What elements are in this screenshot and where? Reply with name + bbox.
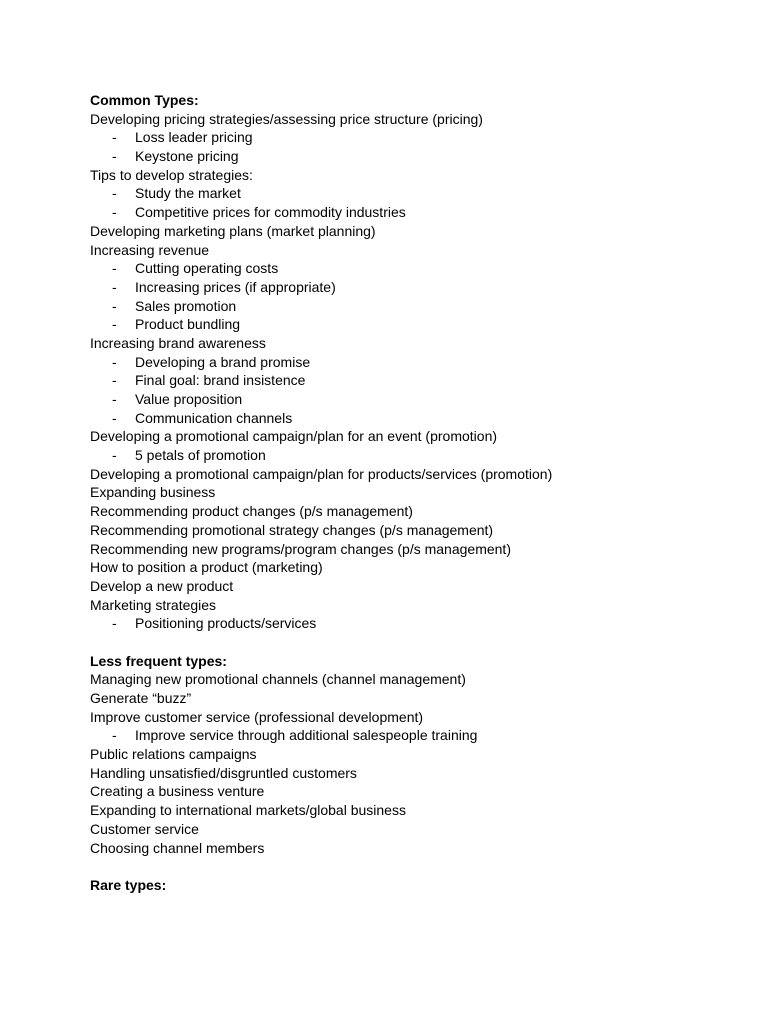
list-item: Increasing brand awareness (90, 334, 266, 351)
bullet-text: Keystone pricing (135, 148, 239, 165)
bullet-text: Increasing prices (if appropriate) (135, 278, 336, 295)
bullet-dash: - (112, 372, 117, 389)
bullet-dash: - (112, 204, 117, 221)
bullet-text: Improve service through additional salespeople training (135, 727, 478, 744)
section-spacer (90, 857, 730, 876)
bullet-item (90, 726, 730, 745)
bullet-text: Cutting operating costs (135, 260, 279, 277)
list-item: Expanding business (90, 484, 216, 501)
bullet-dash: - (112, 727, 117, 744)
bullet-text: Value proposition (135, 391, 243, 407)
list-item: Recommending new programs/program changes (p/s management) (90, 540, 511, 557)
bullet-dash: - (112, 409, 117, 426)
list-item: Recommending promotional strategy changes (p/s management) (90, 521, 494, 538)
bullet-item (90, 446, 730, 465)
bullet-text: 5 petals of promotion (135, 447, 266, 464)
section-heading: Less frequent types: (90, 652, 227, 669)
bullet-item (90, 297, 730, 316)
list-item: Marketing strategies (90, 596, 217, 613)
list-item: Choosing channel members (90, 839, 265, 856)
bullet-item (90, 203, 730, 222)
list-item: Developing a promotional campaign/plan for an event (promotion) (90, 428, 498, 445)
list-item: Developing marketing plans (market planning) (90, 222, 376, 239)
list-item: Increasing revenue (90, 241, 210, 258)
list-item: Improve customer service (professional development) (90, 708, 424, 725)
bullet-dash: - (112, 353, 117, 370)
bullet-dash: - (112, 260, 117, 277)
bullet-dash: - (112, 148, 117, 165)
bullet-text: Loss leader pricing (135, 129, 253, 146)
bullet-item (90, 184, 730, 203)
bullet-item (90, 353, 730, 372)
list-item: Tips to develop strategies: (90, 166, 253, 183)
bullet-item (90, 390, 730, 409)
list-item: Developing a promotional campaign/plan for products/services (promotion) (90, 465, 553, 482)
section-heading: Rare types: (90, 876, 167, 893)
bullet-item (90, 614, 730, 633)
bullet-text: Communication channels (135, 409, 293, 426)
bullet-dash: - (112, 316, 117, 333)
list-item: Creating a business venture (90, 783, 265, 800)
list-item: Public relations campaigns (90, 746, 257, 763)
list-item: How to position a product (marketing) (90, 559, 323, 576)
bullet-text: Developing a brand promise (135, 353, 311, 370)
bullet-dash: - (112, 447, 117, 464)
bullet-text: Sales promotion (135, 297, 237, 314)
document-page (90, 91, 730, 895)
list-item: Expanding to international markets/global business (90, 802, 406, 819)
list-item: Recommending product changes (p/s management) (90, 503, 413, 520)
bullet-text: Study the market (135, 185, 241, 202)
bullet-text: Positioning products/services (135, 615, 317, 632)
bullet-dash: - (112, 129, 117, 146)
list-item: Develop a new product (90, 577, 234, 594)
list-item: Customer service (90, 820, 199, 837)
bullet-item (90, 371, 730, 390)
bullet-dash: - (112, 185, 117, 202)
bullet-item (90, 259, 730, 278)
bullet-text: Final goal: brand insistence (135, 372, 306, 389)
bullet-dash: - (112, 615, 117, 632)
list-item: Handling unsatisfied/disgruntled customers (90, 764, 357, 781)
list-item: Generate “buzz” (90, 690, 192, 706)
bullet-dash: - (112, 297, 117, 314)
bullet-item (90, 278, 730, 297)
bullet-item (90, 409, 730, 428)
bullet-dash: - (112, 278, 117, 295)
bullet-text: Product bundling (135, 316, 241, 333)
bullet-text: Competitive prices for commodity industries (135, 204, 406, 221)
list-item: Developing pricing strategies/assessing price structure (pricing) (90, 110, 483, 127)
list-item: Managing new promotional channels (channel management) (90, 671, 466, 688)
bullet-item (90, 147, 730, 166)
section-heading: Common Types: (90, 92, 199, 108)
bullet-dash: - (112, 391, 117, 407)
section-spacer (90, 633, 730, 652)
bullet-item (90, 315, 730, 334)
bullet-item (90, 128, 730, 147)
